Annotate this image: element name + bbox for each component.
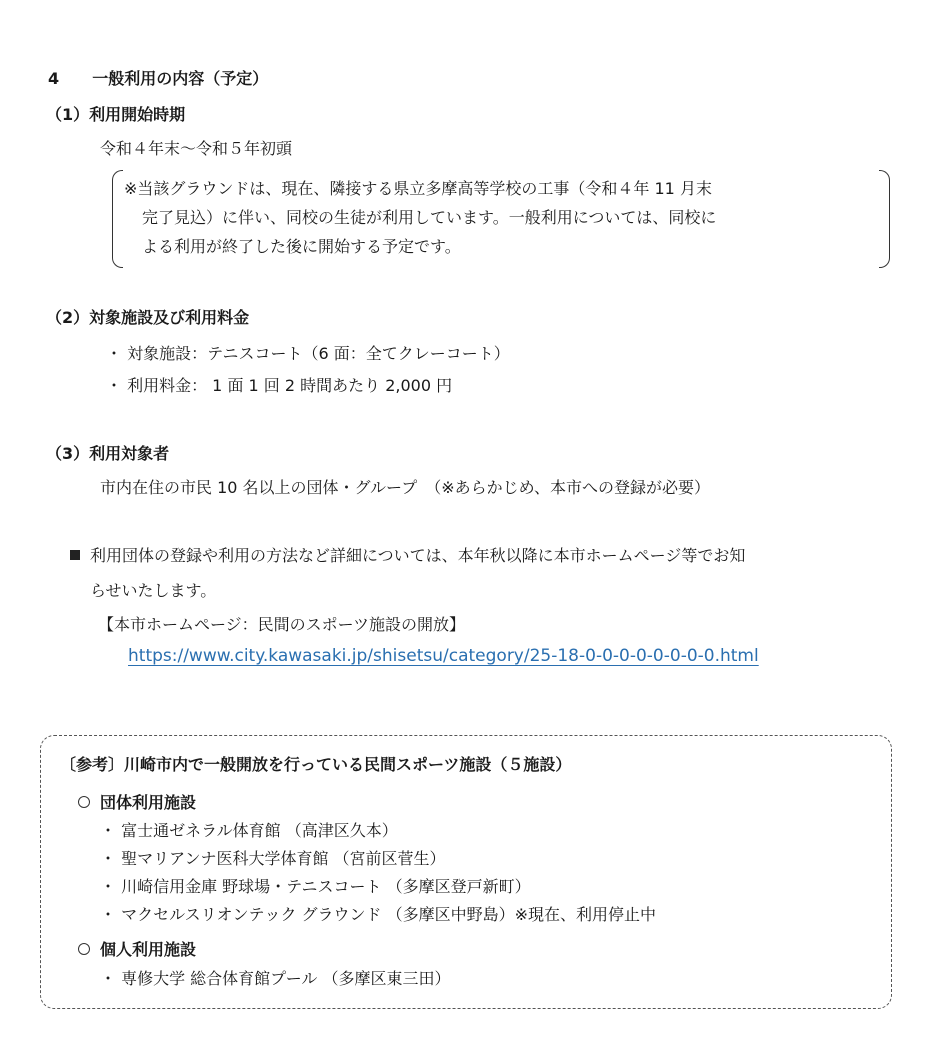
note-line: 完了見込）に伴い、同校の生徒が利用しています。一般利用については、同校に <box>142 208 717 227</box>
homepage-link[interactable]: https://www.city.kawasaki.jp/shisetsu/category/25-18-0-0-0-0-0-0-0-0.html <box>128 646 759 666</box>
list-item: ・ 聖マリアンナ医科大学体育館 （宮前区菅生） <box>100 849 446 868</box>
section-heading <box>48 66 268 89</box>
list-item: ・ マクセルスリオンテック グラウンド （多摩区中野島）※現在、利用停止中 <box>100 905 657 924</box>
individual-facilities-heading <box>78 937 196 960</box>
group-facilities-title: 団体利用施設 <box>100 793 197 812</box>
note-box <box>112 170 890 268</box>
individual-facilities-title: 個人利用施設 <box>100 940 197 959</box>
note-line: よる利用が終了した後に開始する予定です。 <box>142 237 461 256</box>
fee-bullet: ・ 利用料金： 1 面 1 回 2 時間あたり 2,000 円 <box>106 376 453 395</box>
reference-title: 〔参考〕川崎市内で一般開放を行っている民間スポーツ施設（５施設） <box>60 755 572 774</box>
subheading-3: （3）利用対象者 <box>46 444 170 463</box>
target-users: 市内在住の市民 10 名以上の団体・グループ （※あらかじめ、本市への登録が必要） <box>100 478 711 497</box>
list-item: ・ 専修大学 総合体育館プール （多摩区東三田） <box>100 969 451 988</box>
list-item: ・ 川崎信用金庫 野球場・テニスコート （多摩区登戸新町） <box>100 877 531 896</box>
group-facilities-heading <box>78 790 196 813</box>
circle-bullet-icon <box>78 796 90 808</box>
note-line: ※当該グラウンドは、現在、隣接する県立多摩高等学校の工事（令和４年 11 月末 <box>124 179 712 198</box>
subheading-2: （2）対象施設及び利用料金 <box>46 308 250 327</box>
circle-bullet-icon <box>78 943 90 955</box>
start-period: 令和４年末～令和５年初頭 <box>100 139 293 158</box>
facility-bullet: ・ 対象施設：テニスコート（6 面：全てクレーコート） <box>106 344 510 363</box>
section-number: 4 <box>48 69 60 88</box>
list-item: ・ 富士通ゼネラル体育館 （高津区久本） <box>100 821 398 840</box>
square-bullet-icon <box>70 550 80 560</box>
notice-text: 利用団体の登録や利用の方法など詳細については、本年秋以降に本市ホームページ等でお知 <box>90 546 746 565</box>
bracket-left <box>112 170 123 268</box>
subheading-1: （1）利用開始時期 <box>46 105 186 124</box>
section-title: 一般利用の内容（予定） <box>92 69 269 88</box>
notice-line-1 <box>70 543 745 566</box>
bracket-right <box>879 170 890 268</box>
notice-line-2: らせいたします。 <box>90 581 217 600</box>
homepage-label: 【本市ホームページ：民間のスポーツ施設の開放】 <box>98 615 466 634</box>
